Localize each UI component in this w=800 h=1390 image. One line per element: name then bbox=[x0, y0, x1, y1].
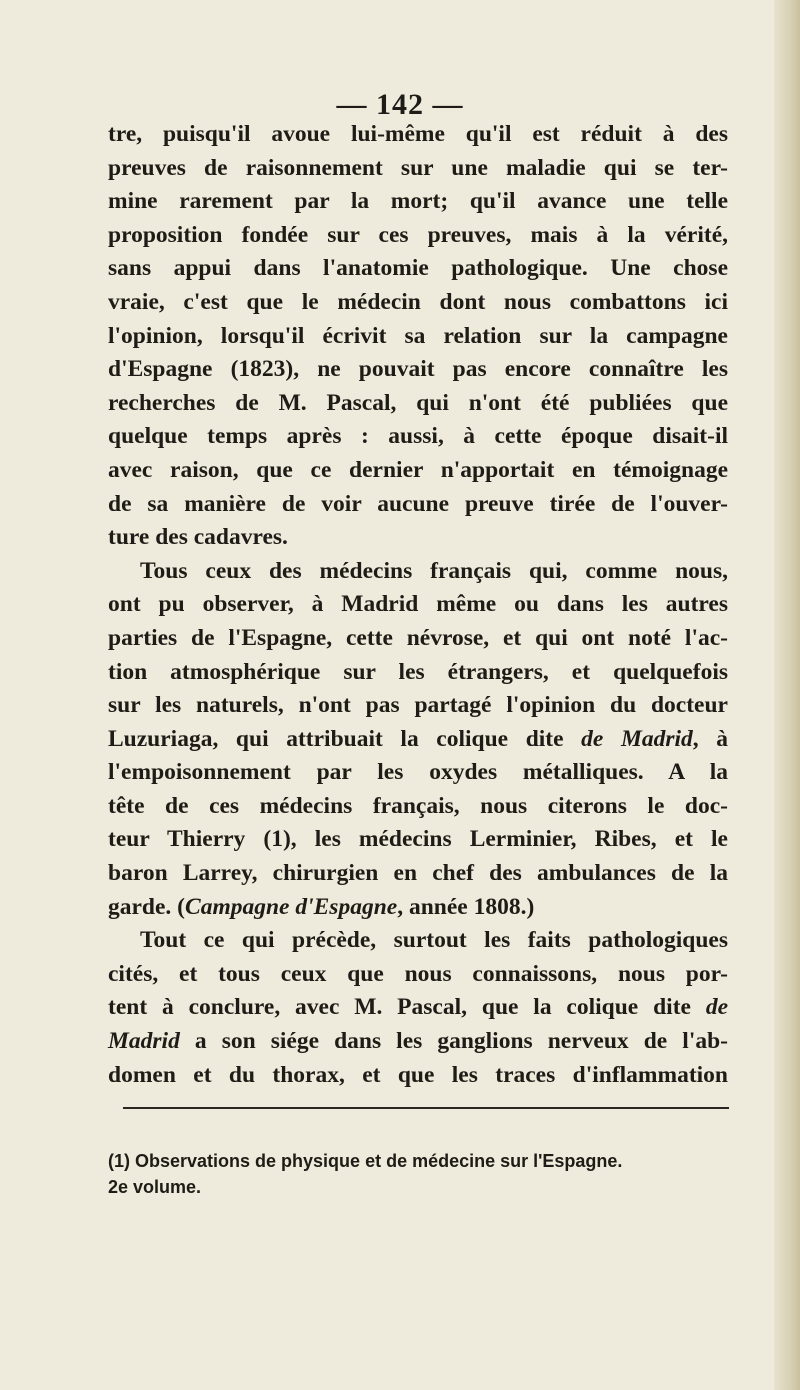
text-line: tre, puisqu'il avoue lui-même qu'il est réduit à des bbox=[108, 121, 728, 147]
paragraph-3 bbox=[108, 924, 728, 1092]
page-number: — 142 — bbox=[336, 88, 464, 121]
text-line: recherches de M. Pascal, qui n'ont été publiées que bbox=[108, 389, 728, 416]
text-line: Tous ceux des médecins français qui, comme nous, bbox=[140, 557, 728, 584]
paragraph-2 bbox=[108, 555, 728, 925]
text-line: tête de ces médecins français, nous citerons le doc- bbox=[108, 792, 728, 819]
text-line: quelque temps après : aussi, à cette époque disait-il bbox=[108, 423, 728, 450]
text-line: l'opinion, lorsqu'il écrivit sa relation sur la campagne bbox=[108, 322, 728, 349]
text-line: avec raison, que ce dernier n'apportait en témoignage bbox=[108, 456, 728, 483]
text-line: sans appui dans l'anatomie pathologique. Une chose bbox=[108, 255, 728, 282]
text-line: sur les naturels, n'ont pas partagé l'opinion du docteur bbox=[108, 692, 728, 719]
text-segment: tent à conclure, avec M. Pascal, que la colique dite bbox=[108, 994, 706, 1021]
italic-term: de bbox=[705, 994, 728, 1021]
text-segment: , année 1808.) bbox=[397, 893, 535, 920]
text-line: Tout ce qui précède, surtout les faits pathologiques bbox=[140, 927, 728, 954]
text-line: teur Thierry (1), les médecins Lerminier, Ribes, et le bbox=[108, 826, 728, 853]
footnote-line: (1) Observations de physique et de médecine sur l'Espagne. bbox=[108, 1151, 623, 1171]
text-line bbox=[108, 1025, 728, 1059]
text-segment: , à bbox=[692, 725, 729, 752]
italic-term: Madrid bbox=[108, 1028, 180, 1055]
text-line: cités, et tous ceux que nous connaissons, nous por- bbox=[108, 960, 728, 987]
text-line bbox=[108, 723, 728, 757]
text-line: ont pu observer, à Madrid même ou dans les autres bbox=[108, 591, 728, 618]
text-segment: a son siége dans les ganglions nerveux de l'ab- bbox=[179, 1028, 728, 1055]
text-line: proposition fondée sur ces preuves, mais à la vérité, bbox=[108, 221, 728, 248]
italic-term: Campagne d'Espagne bbox=[185, 893, 398, 920]
text-line bbox=[108, 891, 728, 925]
text-line: baron Larrey, chirurgien en chef des ambulances de la bbox=[108, 860, 728, 887]
text-line: de sa manière de voir aucune preuve tirée de l'ouver- bbox=[108, 490, 728, 517]
text-line: tion atmosphérique sur les étrangers, et quelquefois bbox=[108, 658, 728, 685]
text-line: mine rarement par la mort; qu'il avance une telle bbox=[108, 188, 728, 215]
text-line bbox=[108, 991, 728, 1025]
text-line: preuves de raisonnement sur une maladie qui se ter- bbox=[108, 154, 728, 181]
text-segment: garde. ( bbox=[108, 893, 186, 920]
text-line: ture des cadavres. bbox=[108, 524, 288, 551]
body-text bbox=[108, 118, 728, 1092]
footnote-rule bbox=[123, 1107, 729, 1109]
text-line: domen et du thorax, et que les traces d'inflammation bbox=[108, 1061, 728, 1088]
text-line: d'Espagne (1823), ne pouvait pas encore connaître les bbox=[108, 356, 728, 383]
page-edge-shadow bbox=[774, 0, 800, 1390]
footnote-line: 2e volume. bbox=[108, 1177, 202, 1197]
italic-term: de Madrid bbox=[581, 725, 693, 752]
footnote bbox=[108, 1148, 728, 1200]
text-line: l'empoisonnement par les oxydes métalliques. A la bbox=[108, 759, 728, 786]
paragraph-1 bbox=[108, 118, 728, 555]
text-segment: Luzuriaga, qui attribuait la colique dite bbox=[108, 725, 582, 752]
text-line: parties de l'Espagne, cette névrose, et qui ont noté l'ac- bbox=[108, 624, 728, 651]
text-line: vraie, c'est que le médecin dont nous combattons ici bbox=[108, 288, 728, 315]
